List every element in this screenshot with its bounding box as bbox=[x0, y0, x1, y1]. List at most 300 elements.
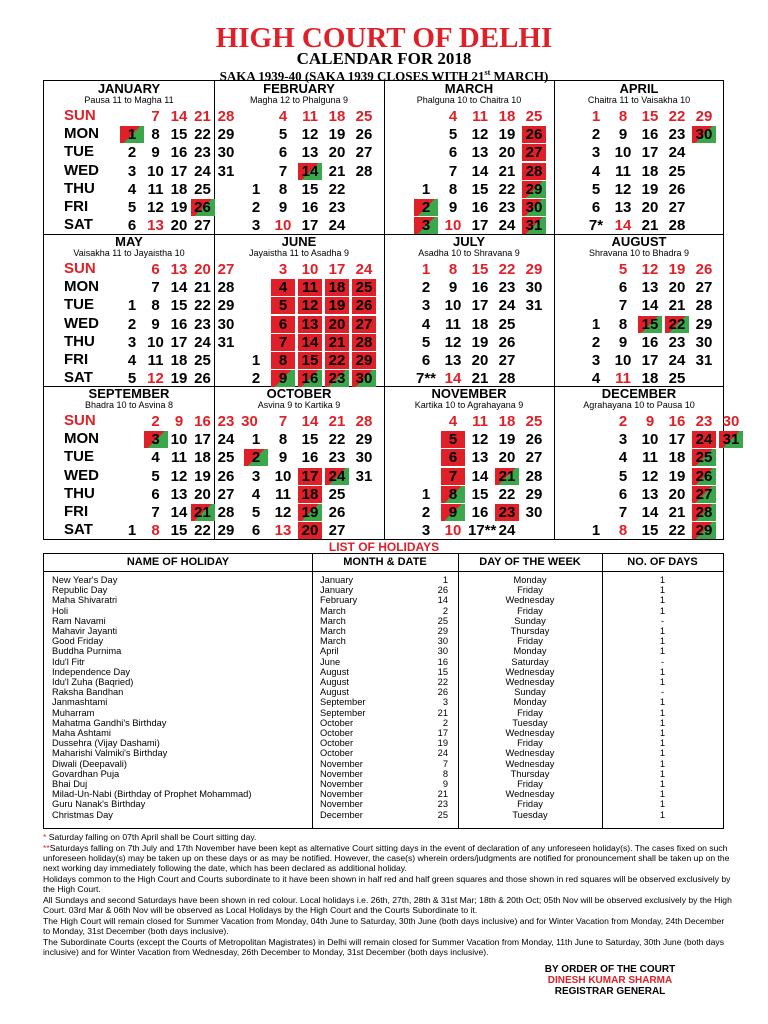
holiday-weekday: Saturday bbox=[511, 656, 549, 667]
calendar-date: 21 bbox=[194, 108, 211, 125]
holiday-name: Buddha Purnima bbox=[52, 646, 122, 657]
calendar-date: 10 bbox=[614, 144, 632, 162]
calendar-date: 12 bbox=[298, 297, 322, 314]
calendar-date: 17 bbox=[471, 297, 489, 315]
calendar-date: 30 bbox=[525, 504, 543, 521]
calendar-date: 11 bbox=[642, 449, 658, 467]
calendar-date: 28 bbox=[355, 162, 373, 180]
calendar-date: 28 bbox=[217, 279, 235, 297]
calendar-date: 1 bbox=[591, 315, 601, 333]
calendar-date: 4 bbox=[151, 449, 160, 467]
calendar-date: 19 bbox=[641, 180, 659, 198]
calendar-date: 4 bbox=[591, 162, 601, 180]
calendar-date: 2 bbox=[251, 370, 261, 388]
holiday-name: Idu'l Fitr bbox=[52, 656, 85, 667]
calendar-date: 13 bbox=[170, 261, 188, 278]
calendar-date: 18 bbox=[498, 413, 516, 430]
calendar-date: 13 bbox=[170, 485, 188, 503]
calendar-date: 1 bbox=[127, 297, 137, 315]
calendar-date: 31 bbox=[217, 162, 235, 180]
calendar-date: 3 bbox=[414, 217, 438, 234]
calendar-date: 4 bbox=[591, 370, 601, 388]
table-row bbox=[44, 616, 723, 626]
calendar-date: 9 bbox=[151, 315, 160, 333]
calendar-date: 24 bbox=[668, 144, 686, 162]
calendar-date: 30 bbox=[722, 413, 740, 430]
month-name: DECEMBER bbox=[601, 386, 677, 401]
calendar-date: 14 bbox=[301, 413, 319, 430]
day-label: MON bbox=[64, 278, 99, 296]
calendar-date: 3 bbox=[251, 217, 261, 235]
calendar-date: 21 bbox=[641, 217, 659, 235]
holiday-days: 1 bbox=[659, 768, 666, 779]
calendar-date: 8 bbox=[448, 180, 458, 198]
holiday-date: 1 bbox=[442, 575, 448, 585]
holiday-date: 9 bbox=[442, 779, 448, 789]
table-row bbox=[44, 667, 723, 677]
holiday-days: 1 bbox=[659, 717, 666, 728]
calendar-date: 20 bbox=[194, 485, 211, 503]
holiday-date: 3 bbox=[442, 697, 448, 708]
holiday-weekday: Friday bbox=[517, 799, 543, 810]
month-saka-range: Bhadra 10 to Asvina 8 bbox=[84, 400, 174, 410]
calendar-date: 22 bbox=[194, 522, 211, 540]
calendar-date: 5 bbox=[127, 199, 137, 216]
holiday-date: 17 bbox=[437, 728, 448, 738]
calendar-date: 9 bbox=[448, 279, 458, 297]
calendar-date: 29 bbox=[352, 352, 376, 369]
month-name: OCTOBER bbox=[266, 386, 332, 401]
holiday-weekday: Wednesday bbox=[505, 677, 555, 687]
holiday-days: 1 bbox=[659, 707, 666, 718]
holiday-month: June bbox=[320, 656, 341, 667]
holiday-name: Muharram bbox=[52, 707, 95, 718]
holiday-month: March bbox=[320, 605, 346, 616]
calendar-date: 31 bbox=[355, 467, 373, 485]
calendar-date: 17 bbox=[471, 217, 489, 235]
notes bbox=[43, 832, 733, 958]
month-name: JULY bbox=[452, 234, 486, 249]
day-label: SAT bbox=[64, 369, 93, 387]
calendar-date: 1 bbox=[421, 180, 431, 198]
calendar-date: 3 bbox=[144, 431, 168, 448]
holiday-days: 1 bbox=[659, 636, 666, 647]
calendar-date: 16 bbox=[194, 413, 211, 430]
table-header-divider bbox=[44, 571, 723, 572]
holiday-name: Bhai Duj bbox=[52, 779, 88, 789]
calendar-date: 23 bbox=[194, 144, 211, 162]
holiday-name: Maha Ashtami bbox=[52, 728, 111, 738]
holiday-weekday: Thursday bbox=[510, 626, 550, 636]
holiday-month: January bbox=[320, 585, 354, 596]
holiday-weekday: Wednesday bbox=[505, 666, 555, 677]
calendar-date: 19 bbox=[298, 504, 322, 521]
holiday-weekday: Wednesday bbox=[505, 789, 555, 800]
calendar-date: 10 bbox=[444, 522, 462, 540]
calendar-date: 16 bbox=[668, 413, 686, 430]
calendar-date: 20 bbox=[325, 316, 349, 333]
calendar-date: 8 bbox=[278, 180, 288, 198]
table-row bbox=[44, 575, 723, 585]
table-row bbox=[44, 595, 723, 605]
calendar-date: 10 bbox=[147, 162, 164, 180]
calendar-date: 12 bbox=[147, 199, 164, 216]
holiday-date: 16 bbox=[437, 656, 448, 667]
calendar-date: 6 bbox=[448, 144, 458, 162]
holiday-month: October bbox=[320, 748, 354, 759]
day-label: SAT bbox=[64, 216, 93, 234]
calendar-date: 1 bbox=[251, 352, 261, 369]
calendar-date: 27 bbox=[194, 217, 211, 235]
calendar-date: 8 bbox=[278, 431, 288, 449]
calendar-date: 12 bbox=[274, 504, 292, 521]
calendar-date: 8 bbox=[618, 315, 628, 333]
holiday-name: Maharishi Valmiki's Birthday bbox=[52, 748, 168, 759]
calendar-date: 13 bbox=[301, 144, 319, 162]
calendar-date: 23 bbox=[495, 504, 519, 521]
holiday-weekday: Tuesday bbox=[512, 717, 548, 728]
calendar-date: 31 bbox=[525, 297, 543, 315]
holiday-weekday: Friday bbox=[517, 738, 543, 749]
holiday-days: 1 bbox=[659, 677, 666, 687]
holiday-days: 1 bbox=[659, 758, 666, 769]
holiday-name: Diwali (Deepavali) bbox=[52, 758, 127, 769]
holiday-month: April bbox=[320, 646, 339, 657]
order-line: BY ORDER OF THE COURT bbox=[544, 964, 676, 975]
calendar-date: 29 bbox=[692, 522, 716, 539]
saka-line: SAKA 1939-40 (SAKA 1939 CLOSES WITH 21st MARCH) bbox=[219, 68, 549, 84]
holiday-days: 1 bbox=[659, 646, 666, 657]
holiday-weekday: Wednesday bbox=[505, 748, 555, 759]
table-row bbox=[44, 748, 723, 758]
calendar-date: 3 bbox=[421, 297, 431, 315]
holiday-days: 1 bbox=[659, 595, 666, 606]
holiday-date: 21 bbox=[437, 789, 448, 800]
calendar-date: 18 bbox=[170, 352, 188, 369]
holiday-month: March bbox=[320, 626, 346, 636]
calendar-date: 11 bbox=[171, 449, 187, 467]
calendar-date: 9 bbox=[151, 144, 160, 162]
calendar-date: 17 bbox=[301, 217, 319, 235]
holiday-month: November bbox=[320, 768, 363, 779]
calendar-date: 24 bbox=[194, 162, 211, 180]
holiday-name: Raksha Bandhan bbox=[52, 687, 124, 698]
calendar-date: 16 bbox=[170, 144, 188, 162]
calendar-date: 15 bbox=[170, 297, 188, 315]
calendar-date: 12 bbox=[444, 333, 462, 351]
table-header: NO. OF DAYS bbox=[627, 556, 698, 568]
calendar-date: 17 bbox=[328, 261, 346, 278]
calendar-date: 29 bbox=[217, 522, 235, 540]
calendar-date: 13 bbox=[298, 316, 322, 333]
calendar-date: 2 bbox=[591, 126, 601, 144]
calendar-date: 3 bbox=[251, 467, 261, 485]
month-saka-range: Asvina 9 to Kartika 9 bbox=[257, 400, 341, 410]
calendar-date: 27 bbox=[692, 486, 716, 503]
calendar-date: 23 bbox=[668, 126, 686, 144]
calendar-date: 29 bbox=[217, 297, 235, 315]
calendar-date: 12 bbox=[147, 370, 164, 388]
calendar-date: 25 bbox=[692, 449, 716, 466]
calendar-date: 24 bbox=[498, 297, 516, 315]
calendar-date: 28 bbox=[525, 467, 543, 485]
calendar-date: 2 bbox=[618, 413, 628, 430]
calendar-date: 13 bbox=[147, 217, 164, 235]
holiday-days: 1 bbox=[659, 779, 666, 789]
holiday-days: 1 bbox=[659, 605, 666, 616]
calendar-date: 10 bbox=[614, 352, 632, 369]
month-name: JUNE bbox=[281, 234, 317, 249]
table-row bbox=[44, 626, 723, 636]
calendar-date: 11 bbox=[302, 108, 318, 125]
calendar-date: 6 bbox=[441, 449, 465, 466]
calendar-date: 30 bbox=[241, 413, 258, 430]
month-name: NOVEMBER bbox=[431, 386, 507, 401]
holiday-name: Maha Shivaratri bbox=[52, 595, 118, 606]
calendar-date: 30 bbox=[352, 370, 376, 387]
table-row bbox=[44, 738, 723, 748]
calendar-date: 11 bbox=[298, 279, 322, 296]
calendar-date: 4 bbox=[448, 413, 458, 430]
calendar-date: 5 bbox=[618, 261, 628, 278]
holiday-days: - bbox=[660, 615, 665, 626]
holiday-name: Dussehra (Vijay Dashami) bbox=[52, 738, 160, 749]
calendar-date: 26 bbox=[498, 333, 516, 351]
holiday-month: October bbox=[320, 717, 354, 728]
calendar-date: 25 bbox=[328, 485, 346, 503]
table-header: DAY OF THE WEEK bbox=[479, 556, 581, 568]
calendar-date: 27 bbox=[355, 144, 373, 162]
calendar-date: 16 bbox=[471, 504, 489, 521]
table-row bbox=[44, 697, 723, 707]
calendar-date: 15 bbox=[641, 108, 659, 125]
calendar-date: 30 bbox=[522, 199, 546, 216]
holiday-weekday: Monday bbox=[513, 646, 547, 657]
calendar-date: 29 bbox=[355, 431, 373, 449]
calendar-date: 15 bbox=[641, 522, 659, 540]
calendar-date: 26 bbox=[525, 431, 543, 449]
calendar-date: 11 bbox=[147, 352, 164, 369]
holiday-date: 23 bbox=[437, 799, 448, 810]
holiday-table bbox=[43, 553, 724, 829]
calendar-date: 22 bbox=[498, 180, 516, 198]
day-label: TUE bbox=[64, 143, 94, 161]
holiday-month: August bbox=[320, 677, 349, 687]
calendar-date: 16 bbox=[641, 333, 659, 351]
calendar-date: 25 bbox=[525, 413, 543, 430]
table-row bbox=[44, 718, 723, 728]
calendar-date: 5 bbox=[271, 297, 295, 314]
holiday-name: Idu'l Zuha (Baqried) bbox=[52, 677, 134, 687]
calendar-date: 15 bbox=[638, 316, 662, 333]
calendar-date: 17 bbox=[668, 431, 686, 449]
holiday-date: 19 bbox=[437, 738, 448, 749]
calendar-date: 3 bbox=[421, 522, 431, 540]
holiday-date: 22 bbox=[437, 677, 448, 687]
holiday-weekday: Friday bbox=[517, 636, 543, 647]
day-label: TUE bbox=[64, 448, 94, 466]
calendar-date: 5 bbox=[448, 126, 458, 144]
calendar-date: 21 bbox=[328, 162, 346, 180]
month-name: APRIL bbox=[619, 81, 659, 96]
calendar-date: 26 bbox=[191, 199, 215, 216]
calendar-date: 6 bbox=[151, 485, 160, 503]
holiday-weekday: Monday bbox=[513, 697, 547, 708]
calendar-date: 19 bbox=[668, 467, 686, 485]
holiday-date: 26 bbox=[437, 585, 448, 596]
calendar-date: 11 bbox=[615, 370, 631, 388]
table-row bbox=[44, 606, 723, 616]
note-color-legend: Holidays common to the High Court and Courts subordinate to it have been shown in half red and half green squares and those shown in red squares will be observed exclusively by the High Court. bbox=[43, 874, 731, 894]
calendar-date: 6 bbox=[591, 199, 601, 216]
calendar-date: 1 bbox=[251, 431, 261, 449]
calendar-date: 24 bbox=[498, 217, 516, 235]
holiday-days: - bbox=[660, 656, 665, 667]
day-label: SAT bbox=[64, 521, 93, 539]
calendar-date: 29 bbox=[695, 108, 713, 125]
holiday-name: Guru Nanak's Birthday bbox=[52, 799, 146, 810]
calendar-date: 9 bbox=[618, 126, 628, 144]
calendar-date: 20 bbox=[668, 485, 686, 503]
calendar-date: 10 bbox=[170, 431, 188, 449]
calendar-date: 31 bbox=[522, 217, 546, 234]
calendar-date: 22 bbox=[194, 297, 211, 315]
month-name: SEPTEMBER bbox=[88, 386, 170, 401]
calendar-date: 18 bbox=[668, 449, 686, 467]
calendar-date: 10 bbox=[301, 261, 319, 278]
holiday-name: Good Friday bbox=[52, 636, 104, 647]
calendar-date: 24 bbox=[217, 431, 235, 449]
holiday-weekday: Wednesday bbox=[505, 595, 555, 606]
calendar-date: 7 bbox=[441, 468, 465, 485]
holiday-date: 2 bbox=[442, 717, 448, 728]
calendar-date: 23 bbox=[498, 199, 516, 216]
calendar-date: 28 bbox=[355, 413, 373, 430]
calendar-date: 25 bbox=[355, 108, 373, 125]
day-label: WED bbox=[64, 161, 99, 179]
calendar-date: 6 bbox=[618, 485, 628, 503]
calendar-date: 1 bbox=[120, 126, 144, 143]
calendar-date: 13 bbox=[471, 144, 489, 162]
calendar-date: 25 bbox=[194, 180, 211, 198]
calendar-date: 29 bbox=[525, 485, 543, 503]
month-saka-range: Vaisakha 11 to Jayaistha 10 bbox=[73, 248, 185, 258]
calendar-date: 5 bbox=[441, 431, 465, 448]
calendar-date: 1 bbox=[127, 522, 137, 540]
calendar-date: 4 bbox=[251, 485, 261, 503]
calendar-date: 25 bbox=[194, 352, 211, 369]
calendar-date: 27 bbox=[328, 522, 346, 540]
month-name: AUGUST bbox=[611, 234, 667, 249]
calendar-date: 28 bbox=[695, 297, 713, 315]
calendar-date: 9 bbox=[448, 199, 458, 216]
calendar-date: 18 bbox=[328, 108, 346, 125]
calendar-date: 31 bbox=[217, 333, 235, 351]
holiday-date: 2 bbox=[442, 605, 448, 616]
calendar-date: 30 bbox=[217, 315, 235, 333]
calendar-date: 4 bbox=[278, 108, 288, 125]
note-local-holidays: All Sundays and second Saturdays have been shown in red colour. Local holidays i.e. 26th, 27th, 28th & 31st Mar; 18th & 20th Oct; 05th Nov will be observed exclusively by the High Court. 03rd Mar & 06th Nov will be observed as Local Holidays by the High Court and the Courts Subordinate to it. bbox=[43, 895, 732, 915]
calendar-date: 2 bbox=[127, 315, 137, 333]
calendar-date: 27 bbox=[217, 261, 235, 278]
calendar-date: 4 bbox=[448, 108, 458, 125]
calendar-date: 9 bbox=[618, 333, 628, 351]
calendar-date: 28 bbox=[498, 370, 516, 388]
calendar-date: 21 bbox=[668, 297, 686, 315]
calendar-date: 2 bbox=[421, 504, 431, 521]
calendar-date: 8 bbox=[448, 261, 458, 278]
calendar-date: 24 bbox=[325, 468, 349, 485]
note-high-court-vacation: The High Court will remain closed for Summer Vacation from Monday, 04th June to Saturday, 30th June (both days inclusive) and for Winter Vacation from Monday, 24th December to Monday, 31st December (both days inclusive). bbox=[43, 916, 725, 936]
calendar-date: 21 bbox=[191, 504, 215, 521]
calendar-date: 13 bbox=[274, 522, 292, 540]
calendar-date: 18 bbox=[641, 162, 659, 180]
calendar-date: 8 bbox=[271, 352, 295, 369]
calendar-date: 18 bbox=[298, 486, 322, 503]
calendar-date: 25 bbox=[352, 279, 376, 296]
holiday-date: 21 bbox=[437, 707, 448, 718]
day-label: FRI bbox=[64, 351, 89, 368]
calendar-date: 7 bbox=[278, 413, 288, 430]
calendar-date: 6 bbox=[271, 316, 295, 333]
calendar-date: 29 bbox=[522, 181, 546, 198]
table-row bbox=[44, 759, 723, 769]
table-row bbox=[44, 646, 723, 656]
page-title: HIGH COURT OF DELHI bbox=[215, 22, 553, 54]
calendar-date: 1 bbox=[251, 180, 261, 198]
calendar-date: 30 bbox=[692, 126, 716, 143]
calendar-date: 23 bbox=[695, 413, 713, 430]
holiday-weekday: Tuesday bbox=[512, 809, 548, 820]
calendar-date: 18 bbox=[498, 108, 516, 125]
holiday-date: 25 bbox=[437, 615, 448, 626]
calendar-date: 20 bbox=[668, 279, 686, 297]
holiday-name: Mahavir Jayanti bbox=[52, 626, 118, 636]
calendar-date: 12 bbox=[641, 467, 659, 485]
holiday-weekday: Friday bbox=[517, 585, 543, 596]
holiday-date: 30 bbox=[437, 646, 448, 657]
holiday-month: August bbox=[320, 666, 349, 677]
calendar-date: 18 bbox=[170, 180, 188, 198]
calendar-date: 7** bbox=[415, 370, 437, 388]
calendar-date: 23 bbox=[325, 370, 349, 387]
calendar-date: 19 bbox=[194, 467, 211, 485]
calendar-date: 15 bbox=[471, 180, 489, 198]
holiday-date: 30 bbox=[437, 636, 448, 647]
day-label: THU bbox=[64, 332, 95, 350]
holiday-weekday: Wednesday bbox=[505, 758, 555, 769]
table-row bbox=[44, 779, 723, 789]
calendar-date: 12 bbox=[170, 467, 188, 485]
holiday-weekday: Thursday bbox=[510, 768, 550, 779]
calendar-subtitle: CALENDAR FOR 2018 bbox=[296, 49, 472, 68]
calendar-date: 13 bbox=[641, 485, 659, 503]
calendar-date: 14 bbox=[170, 279, 188, 297]
calendar-date: 27 bbox=[668, 199, 686, 216]
table-row bbox=[44, 728, 723, 738]
calendar-date: 8 bbox=[151, 297, 160, 315]
calendar-date: 15 bbox=[471, 485, 489, 503]
day-label: WED bbox=[64, 466, 99, 484]
holiday-weekday: Friday bbox=[517, 707, 543, 718]
holiday-weekday: Friday bbox=[517, 779, 543, 789]
holiday-days: 1 bbox=[659, 799, 666, 810]
calendar-date: 17 bbox=[641, 144, 659, 162]
calendar-date: 24 bbox=[498, 522, 516, 540]
calendar-date: 28 bbox=[522, 163, 546, 180]
calendar-date: 23 bbox=[328, 449, 346, 467]
note-alternative-saturdays: **Saturdays falling on 7th July and 17th November have been kept as alternative Court sitting days in the event of declaration of any unforeseen holiday(s). The cases fixed on such unforeseen holiday(s) may be taken up on these days or as may be notified. However, the case(s) wherein orders/judgments are notified for pronouncement shall be taken up on the next working day immediately following the date, which has been declared as additional holiday. bbox=[43, 843, 730, 873]
